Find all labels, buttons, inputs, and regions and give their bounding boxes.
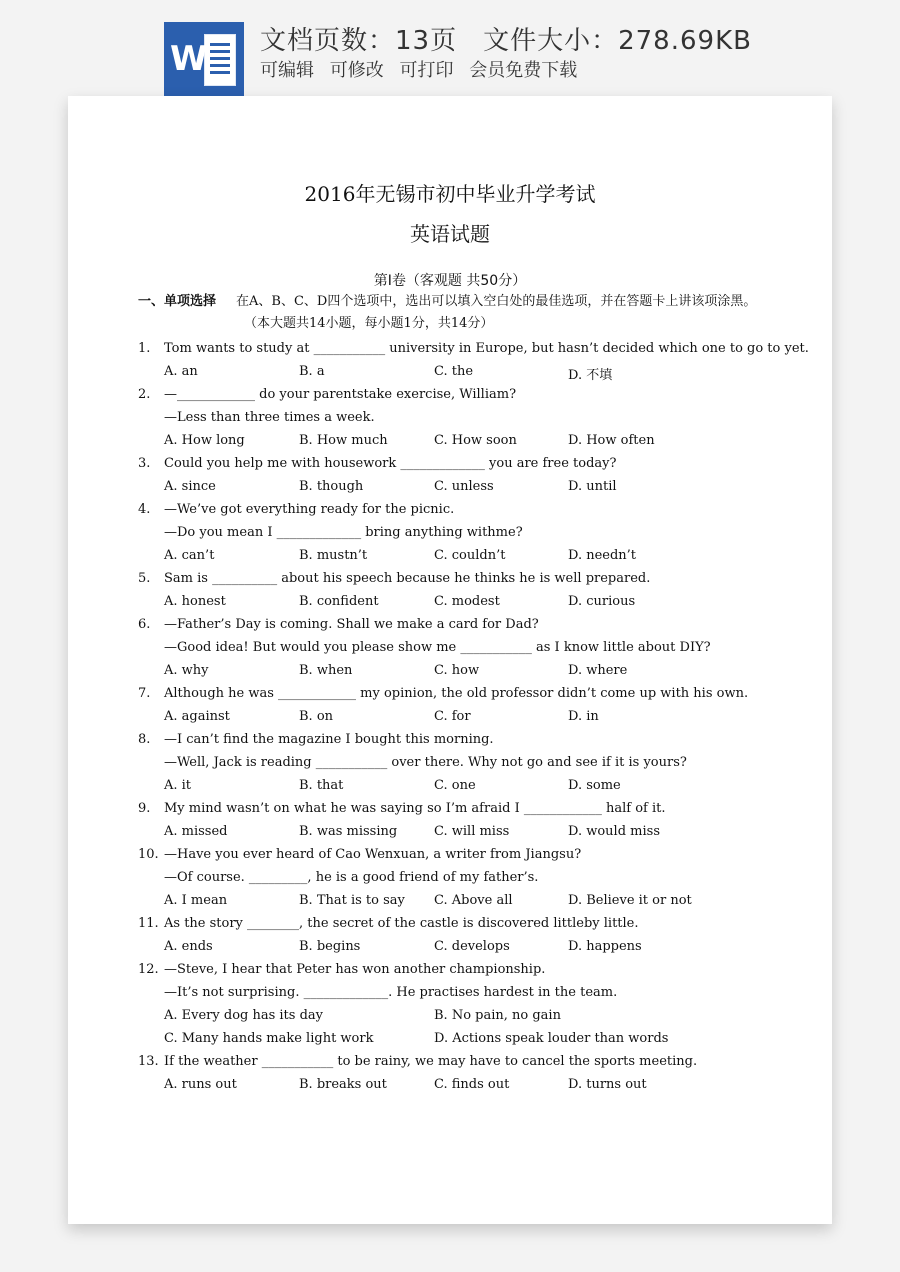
- question-number: 7.: [138, 686, 151, 701]
- question-text: —Less than three times a week.: [164, 410, 375, 425]
- answer-option: A. can’t: [164, 548, 215, 563]
- answer-option: A. it: [164, 778, 192, 793]
- answer-option: D. 不填: [568, 368, 613, 383]
- question-text: My mind wasn’t on what he was saying so I’m afraid I ____________ half of it.: [164, 801, 666, 816]
- answer-option: B. mustn’t: [299, 548, 368, 563]
- answer-option: A. missed: [164, 824, 228, 839]
- answer-option: C. Many hands make light work: [164, 1031, 374, 1046]
- word-doc-icon: [164, 22, 244, 96]
- section-title: 一、单项选择: [138, 294, 217, 309]
- feature-editable: 可编辑: [260, 60, 314, 81]
- file-size: 文件大小：278.69KB: [483, 26, 752, 56]
- question-text: Although he was ____________ my opinion, the old professor didn’t come up with his own.: [164, 686, 749, 701]
- answer-option: B. when: [299, 663, 353, 678]
- question-number: 11.: [138, 916, 159, 931]
- question-number: 5.: [138, 571, 151, 586]
- section-header: [138, 290, 756, 309]
- question-text: Sam is __________ about his speech because he thinks he is well prepared.: [164, 571, 651, 586]
- answer-option: C. for: [434, 709, 471, 724]
- answer-option: D. turns out: [568, 1077, 647, 1092]
- question-text: —I can’t find the magazine I bought this morning.: [164, 732, 494, 747]
- question-text: —Do you mean I _____________ bring anything withme?: [164, 525, 523, 540]
- answer-option: B. How much: [299, 433, 388, 448]
- answer-option: C. Above all: [434, 893, 513, 908]
- question-text: —Steve, I hear that Peter has won another championship.: [164, 962, 546, 977]
- question-text: —Of course. _________, he is a good friend of my father’s.: [164, 870, 539, 885]
- question-number: 13.: [138, 1054, 159, 1069]
- feature-member-download: 会员免费下载: [469, 60, 578, 81]
- answer-option: C. one: [434, 778, 476, 793]
- answer-option: A. How long: [164, 433, 245, 448]
- exam-subtitle: 英语试题: [410, 222, 490, 246]
- answer-option: D. some: [568, 778, 621, 793]
- answer-option: D. How often: [568, 433, 655, 448]
- answer-option: B. No pain, no gain: [434, 1008, 561, 1023]
- answer-option: B. on: [299, 709, 334, 724]
- answer-option: B. breaks out: [299, 1077, 387, 1092]
- question-number: 8.: [138, 732, 151, 747]
- question-number: 6.: [138, 617, 151, 632]
- answer-option: B. That is to say: [299, 893, 405, 908]
- answer-option: C. the: [434, 364, 474, 379]
- answer-option: A. runs out: [164, 1077, 237, 1092]
- answer-option: D. Actions speak louder than words: [434, 1031, 669, 1046]
- word-letter: W: [170, 39, 208, 79]
- answer-option: C. couldn’t: [434, 548, 506, 563]
- question-text: As the story ________, the secret of the castle is discovered littleby little.: [164, 916, 639, 931]
- question-text: —We’ve got everything ready for the picnic.: [164, 502, 455, 517]
- answer-option: B. that: [299, 778, 344, 793]
- answer-option: A. ends: [164, 939, 213, 954]
- question-text: If the weather ___________ to be rainy, we may have to cancel the sports meeting.: [164, 1054, 698, 1069]
- answer-option: D. would miss: [568, 824, 660, 839]
- question-text: —Well, Jack is reading ___________ over there. Why not go and see if it is yours?: [164, 755, 687, 770]
- feature-printable: 可打印: [399, 60, 454, 81]
- answer-option: C. unless: [434, 479, 494, 494]
- answer-option: B. was missing: [299, 824, 398, 839]
- question-text: —____________ do your parentstake exercise, William?: [164, 387, 517, 402]
- answer-option: A. why: [164, 663, 209, 678]
- answer-option: B. though: [299, 479, 364, 494]
- answer-option: B. a: [299, 364, 325, 379]
- file-info: [260, 20, 778, 57]
- page-count: 文档页数：13页: [260, 26, 458, 56]
- answer-option: D. curious: [568, 594, 636, 609]
- answer-option: C. modest: [434, 594, 500, 609]
- answer-option: A. since: [164, 479, 216, 494]
- answer-option: D. where: [568, 663, 628, 678]
- section-note: （本大题共14小题，每小题1分，共14分）: [244, 316, 494, 331]
- question-number: 3.: [138, 456, 151, 471]
- answer-option: D. happens: [568, 939, 642, 954]
- answer-option: A. against: [164, 709, 230, 724]
- answer-option: D. in: [568, 709, 599, 724]
- question-text: —Father’s Day is coming. Shall we make a card for Dad?: [164, 617, 539, 632]
- question-number: 9.: [138, 801, 151, 816]
- answer-option: C. will miss: [434, 824, 510, 839]
- answer-option: A. honest: [164, 594, 226, 609]
- download-banner: [0, 0, 900, 96]
- document-page: [68, 96, 832, 1224]
- answer-option: B. begins: [299, 939, 361, 954]
- answer-option: B. confident: [299, 594, 379, 609]
- answer-option: A. I mean: [164, 893, 228, 908]
- question-number: 2.: [138, 387, 151, 402]
- answer-option: C. finds out: [434, 1077, 510, 1092]
- question-text: —Good idea! But would you please show me ___________ as I know little about DIY?: [164, 640, 711, 655]
- question-text: Tom wants to study at ___________ university in Europe, but hasn’t decided which one to go to yet.: [164, 341, 809, 356]
- answer-option: D. until: [568, 479, 617, 494]
- exam-title: 2016年无锡市初中毕业升学考试: [304, 182, 596, 206]
- answer-option: D. needn’t: [568, 548, 637, 563]
- answer-option: A. Every dog has its day: [164, 1008, 324, 1023]
- feature-list: [260, 56, 587, 82]
- question-number: 10.: [138, 847, 159, 862]
- question-text: —It’s not surprising. _____________. He practises hardest in the team.: [164, 985, 618, 1000]
- answer-option: D. Believe it or not: [568, 893, 692, 908]
- answer-option: C. how: [434, 663, 480, 678]
- feature-modifiable: 可修改: [329, 60, 384, 81]
- section-instruction: 在A、B、C、D四个选项中，选出可以填入空白处的最佳选项，并在答题卡上讲该项涂黑。: [236, 294, 757, 309]
- volume-title: 第Ⅰ卷（客观题 共50分）: [373, 273, 527, 289]
- answer-option: A. an: [164, 364, 198, 379]
- question-number: 1.: [138, 341, 151, 356]
- question-text: —Have you ever heard of Cao Wenxuan, a writer from Jiangsu?: [164, 847, 582, 862]
- question-number: 12.: [138, 962, 159, 977]
- question-number: 4.: [138, 502, 151, 517]
- answer-option: C. develops: [434, 939, 510, 954]
- question-text: Could you help me with housework _____________ you are free today?: [164, 456, 617, 471]
- answer-option: C. How soon: [434, 433, 517, 448]
